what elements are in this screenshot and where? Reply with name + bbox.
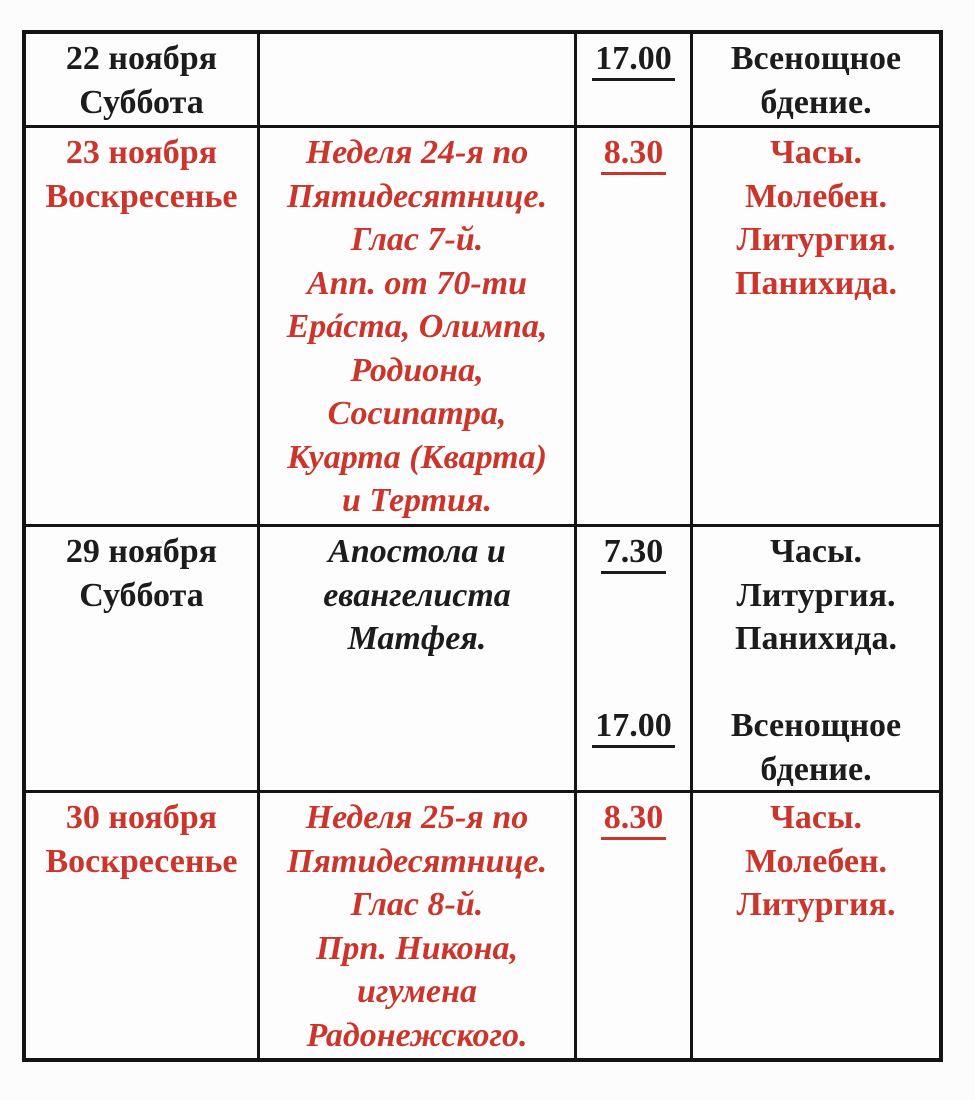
table-row — [26, 793, 939, 1058]
text-line: 22 ноября — [65, 40, 218, 77]
text-line: Апостола и — [328, 533, 506, 570]
time-cell — [577, 793, 693, 1058]
services-block — [693, 704, 939, 790]
time-line — [577, 131, 690, 175]
time-value: 17.00 — [592, 40, 675, 81]
time-line — [577, 704, 690, 748]
text-line: Часы. — [769, 799, 863, 836]
date-cell — [26, 128, 260, 524]
services-cell — [693, 128, 939, 524]
text-line: Всенощное — [730, 707, 902, 744]
text-line: Ерáста, Олимпа, — [286, 308, 548, 345]
text-line: Молебен. — [744, 842, 888, 880]
services-cell — [693, 793, 939, 1058]
feast-cell — [260, 34, 577, 125]
spacer — [693, 661, 939, 705]
text-line: Прп. Никона, — [315, 929, 519, 967]
time-value: 17.00 — [592, 707, 675, 748]
text-line: Пятидесятнице. — [286, 177, 548, 215]
services-cell — [693, 527, 939, 790]
schedule-table — [22, 30, 943, 1062]
text-line: евангелиста — [323, 576, 511, 614]
time-cell — [577, 34, 693, 125]
time-value: 8.30 — [601, 134, 667, 175]
text-line: Литургия. — [736, 886, 896, 923]
text-line: и Тертия. — [342, 482, 492, 519]
time-cell — [577, 128, 693, 524]
spacer — [577, 574, 690, 705]
text-line: Суббота — [79, 576, 204, 614]
time-line — [577, 796, 690, 840]
text-line: Панихида. — [735, 264, 897, 302]
text-line: Родиона, — [350, 351, 484, 389]
feast-cell — [260, 128, 577, 524]
date-cell — [26, 34, 260, 125]
text-line: игумена — [357, 973, 477, 1010]
text-line: Воскресенье — [45, 177, 238, 215]
text-line: Глас 8-й. — [350, 886, 484, 923]
text-line: 30 ноября — [65, 799, 218, 836]
text-line: 23 ноября — [65, 134, 218, 171]
text-line: Часы. — [769, 134, 863, 171]
text-line: Воскресенье — [45, 842, 238, 880]
date-cell — [26, 527, 260, 790]
text-line: Всенощное — [730, 40, 902, 77]
feast-cell — [260, 527, 577, 790]
text-line: Панихида. — [735, 620, 897, 657]
time-cell — [577, 527, 693, 790]
table-row — [26, 34, 939, 128]
services-cell — [693, 34, 939, 125]
text-line: Пятидесятнице. — [286, 842, 548, 880]
text-line: Часы. — [769, 533, 863, 570]
text-line: 29 ноября — [65, 533, 218, 570]
time-value: 8.30 — [601, 799, 667, 840]
text-line: Радонежского. — [306, 1016, 528, 1054]
text-line: бдение. — [760, 750, 872, 788]
text-line: Литургия. — [736, 221, 896, 258]
text-line: Неделя 24-я по — [305, 134, 529, 171]
text-line: Молебен. — [744, 177, 888, 215]
text-line: Матфея. — [347, 620, 487, 657]
table-row — [26, 527, 939, 793]
text-line: Литургия. — [736, 576, 896, 614]
text-line: Куарта (Кварта) — [287, 438, 547, 476]
text-line: Глас 7-й. — [350, 221, 484, 258]
text-line: Суббота — [79, 83, 204, 121]
text-line: Сосипатра, — [327, 395, 507, 432]
time-line — [577, 37, 690, 81]
services-block — [693, 530, 939, 661]
text-line: Неделя 25-я по — [305, 799, 529, 836]
table-row — [26, 128, 939, 527]
time-line — [577, 530, 690, 574]
feast-cell — [260, 793, 577, 1058]
date-cell — [26, 793, 260, 1058]
text-line: Апп. от 70-ти — [306, 264, 528, 302]
time-value: 7.30 — [601, 533, 667, 574]
text-line: бдение. — [760, 83, 872, 121]
